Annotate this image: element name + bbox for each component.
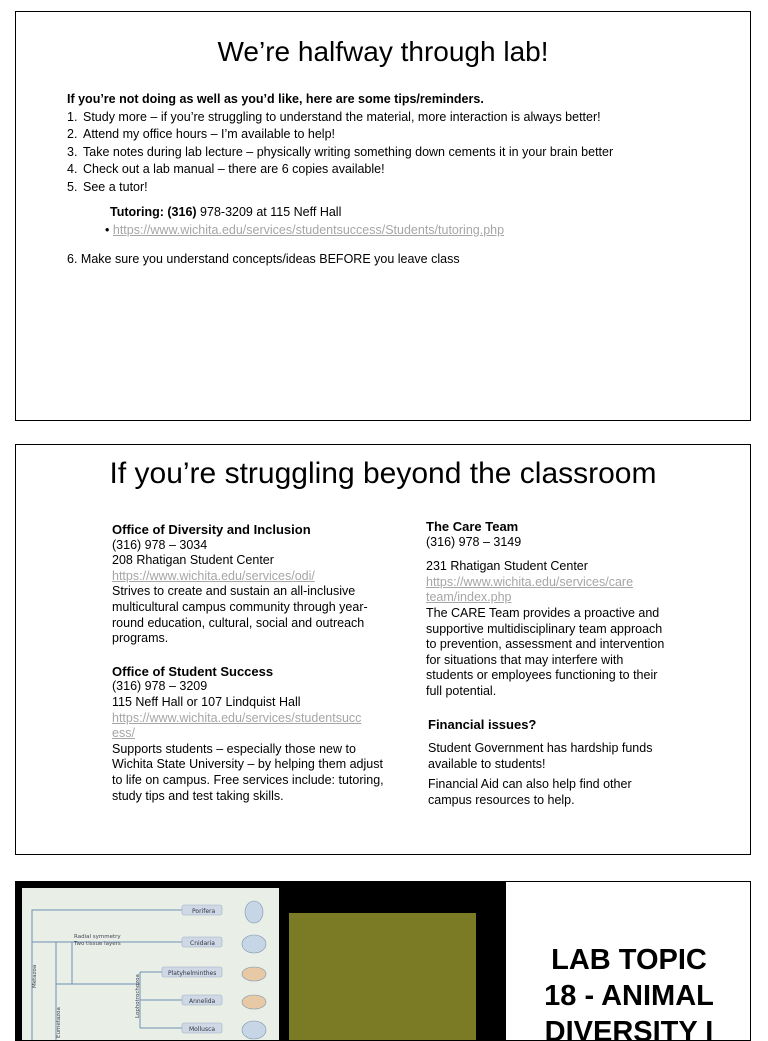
taxon-label: Mollusca <box>189 1026 216 1033</box>
taxon-label: Cnidaria <box>190 940 215 947</box>
oss-link[interactable] <box>112 711 396 742</box>
taxon-label: Porifera <box>192 908 216 915</box>
odi-link[interactable]: https://www.wichita.edu/services/odi/ <box>112 568 315 583</box>
bullet: • <box>105 222 110 237</box>
clade-label: Two tissue layers <box>74 941 121 947</box>
tips-body <box>67 91 737 269</box>
tutoring-link[interactable]: https://www.wichita.edu/services/studentsuccess/Students/tutoring.php <box>112 222 505 237</box>
item-text: Take notes during lab lecture – physically writing something down cements it in your brain better <box>83 144 614 159</box>
clade-label: Radial symmetry <box>74 934 121 940</box>
tutoring-label: Tutoring: (316) <box>110 205 197 219</box>
list-item <box>67 144 737 162</box>
slide-title: We’re halfway through lab! <box>217 36 549 67</box>
slide-title: If you’re struggling beyond the classroom <box>109 457 657 490</box>
item-number: 6. <box>67 252 78 266</box>
item-text: Check out a lab manual – there are 6 copies available! <box>83 162 385 176</box>
financial-heading: Financial issues? <box>428 716 537 732</box>
oss-heading: Office of Student Success <box>112 663 274 679</box>
item-number: 2. <box>67 127 78 141</box>
phylogeny-diagram <box>22 888 279 1041</box>
item-number: 4. <box>67 162 78 176</box>
tips-intro: If you’re not doing as well as you’d like, here are some tips/reminders. <box>67 92 484 106</box>
sponge-illustration <box>245 901 263 923</box>
list-item <box>67 161 737 179</box>
tutoring-info <box>105 204 737 239</box>
oss-description: Supports students – especially those new to Wichita State University – by helping them adjust to life on campus. Free services include: tutoring, study tips and test taking skills. <box>112 741 384 803</box>
odi-phone: (316) 978 – 3034 <box>112 537 208 552</box>
flatworm-illustration <box>242 967 266 981</box>
item-number: 1. <box>67 109 78 124</box>
taxon-label: Platyhelminthes <box>168 970 217 977</box>
financial-line1: Student Government has hardship funds available to students! <box>428 741 653 771</box>
oss-link-line1: https://www.wichita.edu/services/studentsucc <box>112 710 362 725</box>
tutoring-detail: 978-3209 at 115 Neff Hall <box>196 205 342 219</box>
list-item <box>67 179 737 197</box>
item-text: Study more – if you’re struggling to understand the material, more interaction is always better! <box>83 109 601 124</box>
clade-label: Eumetazoa <box>56 1007 62 1038</box>
slide-halfway <box>15 11 751 421</box>
care-link-line1: https://www.wichita.edu/services/care <box>426 574 634 589</box>
tips-list <box>67 109 737 197</box>
care-location: 231 Rhatigan Student Center <box>426 559 588 574</box>
phylogeny-tree <box>22 888 279 1041</box>
lab-topic-title <box>506 942 751 1041</box>
list-item <box>67 126 737 144</box>
clade-label: Metazoa <box>32 964 38 988</box>
item-text: See a tutor! <box>83 179 148 194</box>
care-description: The CARE Team provides a proactive and supportive multidisciplinary team approach to prevention, assessment and intervention for situations that may interfere with students or employees functioning to their full potential. <box>426 605 665 698</box>
care-heading: The Care Team <box>426 519 519 534</box>
oss-location: 115 Neff Hall or 107 Lindquist Hall <box>112 694 301 709</box>
lab-topic-panel <box>506 882 751 1041</box>
title-line: DIVERSITY I <box>544 1016 714 1041</box>
left-column <box>112 522 396 804</box>
odi-heading: Office of Diversity and Inclusion <box>112 522 311 537</box>
annelid-illustration <box>242 995 266 1009</box>
cnidarian-illustration <box>242 935 266 953</box>
item-text: Make sure you understand concepts/ideas BEFORE you leave class <box>80 252 460 266</box>
title-line: LAB TOPIC <box>551 944 707 976</box>
odi-description: Strives to create and sustain an all-inclusive multicultural campus community through year-round education, cultural, social and outreach programs. <box>112 584 368 646</box>
right-column <box>426 519 666 809</box>
taxon-label: Annelida <box>189 998 216 1005</box>
care-link-line2: team/index.php <box>426 590 512 605</box>
item-number: 3. <box>67 144 78 159</box>
slide-lab-topic <box>15 881 751 1041</box>
financial-line2: Financial Aid can also help find other campus resources to help. <box>428 777 632 807</box>
item-number: 5. <box>67 179 78 194</box>
title-line: 18 - ANIMAL <box>544 980 714 1012</box>
slide-resources <box>15 444 751 855</box>
list-item <box>67 251 737 269</box>
list-item <box>67 109 737 127</box>
care-phone: (316) 978 – 3149 <box>426 534 522 549</box>
oss-link-line2: ess/ <box>112 726 135 741</box>
item-text: Attend my office hours – I’m available to help! <box>83 127 335 141</box>
care-link[interactable] <box>426 575 666 606</box>
olive-placeholder-box <box>289 913 476 1041</box>
odi-location: 208 Rhatigan Student Center <box>112 553 274 568</box>
oss-phone: (316) 978 – 3209 <box>112 679 208 694</box>
clade-label: Lophotrochozoa <box>135 974 141 1018</box>
